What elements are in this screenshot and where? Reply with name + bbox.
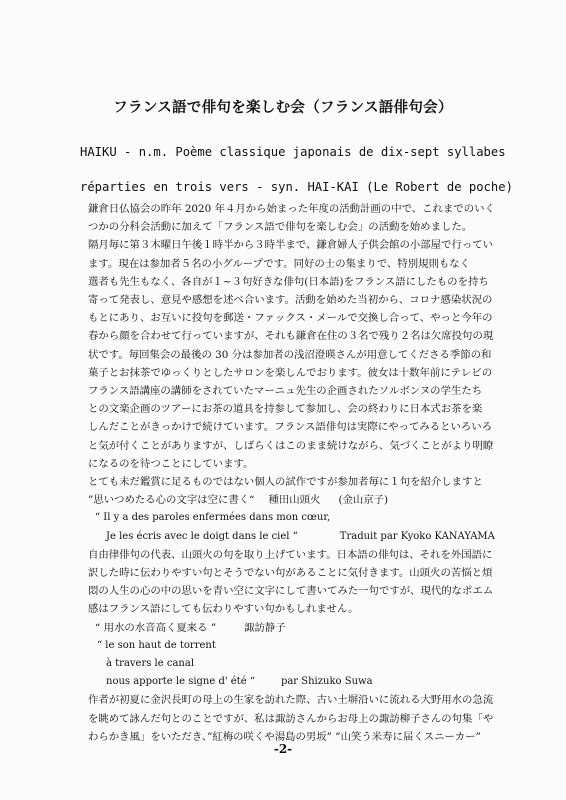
body-line: 作者が初夏に金沢長町の母上の生家を訪れた際、古い土塀沿いに流れる大野用水の急流	[88, 694, 494, 707]
body-line: フランス語講座の講師をされていたマーニュ先生の企画されたソルボンヌの学生たち	[88, 385, 483, 398]
body-line: 悶の人生の心の中の思いを青い空に文字にして書いてみた一句ですが、現代的なポエム	[88, 585, 494, 598]
body-text	[88, 200, 498, 746]
body-line: 自由律俳句の代表、山頭火の句を取り上げています。日本語の俳句は、それを外国語に	[88, 548, 493, 561]
haiku-2-french-line-2: à travers le canal	[106, 658, 195, 670]
body-line: しんだことがきっかけで続けています。フランス語俳句は実際にやってみるといろいろ	[88, 421, 493, 434]
body-line: もとにあり、お互いに投句を郵送・ファックス・メールで交換し合って、やっと今年の	[88, 312, 493, 325]
page-title: フランス語で俳句を楽しむ会（フランス語俳句会）	[113, 99, 453, 116]
body-line: 状です。毎回集会の最後の 30 分は参加者の浅沼澄暎さんが用意してくださる季節の和	[88, 348, 492, 361]
body-line: 鎌倉日仏協会の昨年 2020 年４月から始まった年度の活動計画の中で、これまでのいく	[88, 203, 495, 215]
haiku-1-french-line-2: Je les écris avec le doigt dans le ciel “ Traduit par Kyoko KANAYAMA	[106, 530, 495, 542]
body-line: 隔月毎に第３木曜日午後１時半から３時半まで、鎌倉婦人子供会館の小部屋で行ってい	[88, 239, 494, 252]
body-line: と気が付くことがありますが、しばらくはこのまま続けながら、気づくことがより明瞭	[88, 439, 494, 452]
haiku-2-japanese: “ 用水の水音高く夏来る ” 諏訪静子	[95, 621, 286, 634]
body-line: 感はフランス語にしても伝わりやすい句かもしれません。	[88, 603, 359, 616]
body-line: との文楽企画のツアーにお茶の道具を持参して参加し、会の終わりに日本式お茶を楽	[88, 403, 483, 416]
body-line: になるのを待つことにしています。	[88, 457, 254, 470]
body-line: 春から顔を合わせて行っていますが、それも鎌倉在住の３名で残り２名は欠席投句の現	[88, 330, 494, 343]
body-line: とても未だ鑑賞に足るものではない個人の試作ですが参加者毎に１句を紹介しますと	[88, 476, 483, 489]
page-number: -2-	[273, 742, 293, 756]
body-line: 寄って発表し、意見や感想を述べ合います。活動を始めた当初から、コロナ感染状況の	[88, 294, 493, 307]
body-line: わらかき風」をいただき、”紅梅の咲くや湯島の男坂” ”山笑う米寿に届くスニーカー”	[88, 730, 481, 743]
haiku-1-french-line-1: “ Il y a des paroles enfermées dans mon cœur,	[95, 512, 331, 524]
body-line: 訳した時に伝わりやすい句とそうでない句があることに気付きます。山頭火の苦悩と煩	[88, 567, 493, 580]
body-line: 選者も先生もなく、各自が１~３句好きな俳句(日本語)をフランス語にしたものを持ち	[88, 275, 489, 288]
body-line: つかの分科会活動に加えて「フランス語で俳句を楽しむ会」の活動を始めました。	[88, 221, 473, 234]
definition-line-1: HAIKU - n.m. Poème classique japonais de dix-sept syllabes	[80, 145, 506, 159]
haiku-2-french-line-3: nous apporte le signe d' été “ par Shizuko Suwa	[106, 676, 373, 688]
haiku-2-french-line-1: “ le son haut de torrent	[97, 639, 216, 651]
body-line: を眺めて詠んだ句とのことですが、私は諏訪さんからお母上の諏訪柳子さんの句集「や	[88, 712, 494, 725]
body-line: ます。現在は参加者５名の小グループです。同好の士の集まりで、特別規則もなく	[88, 257, 471, 270]
definition-line-2: réparties en trois vers - syn. HAI-KAI (Le Robert de poche)	[80, 180, 513, 194]
haiku-1-japanese: ”思いつめたる心の文字は空に書く“ 種田山頭火 (金山京子)	[88, 494, 389, 507]
body-line: 菓子とお抹茶でゆっくりとしたサロンを楽しんでおります。彼女は十数年前にテレビの	[88, 366, 493, 379]
